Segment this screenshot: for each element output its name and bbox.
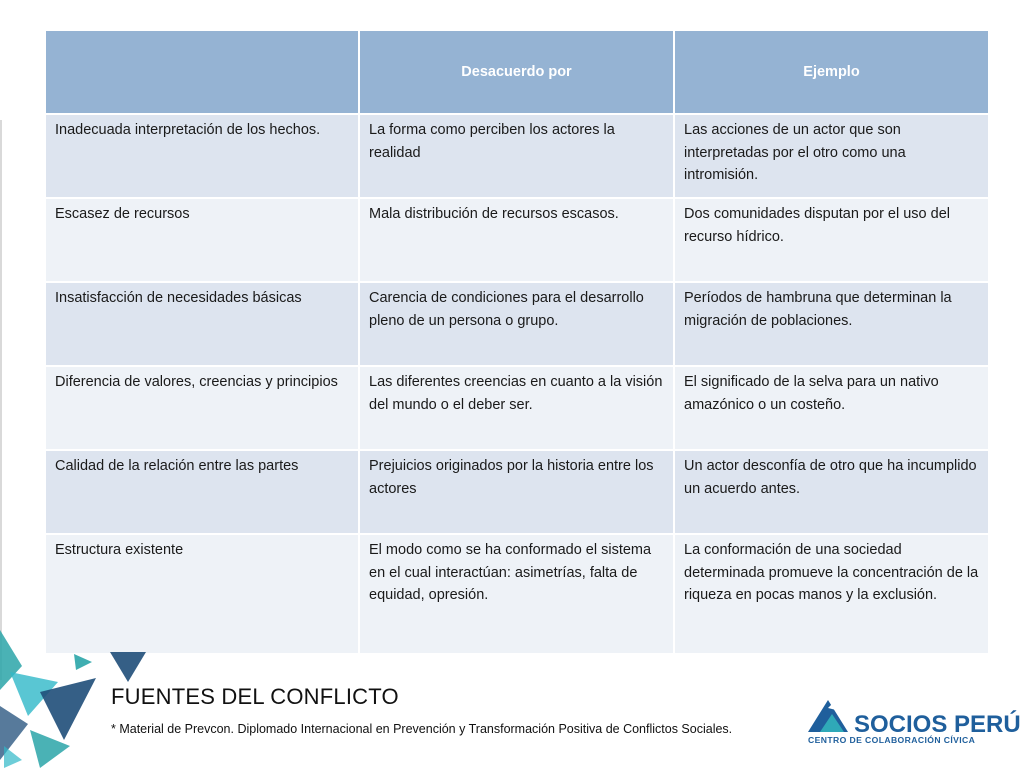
cell-desacuerdo: Mala distribución de recursos escasos. (359, 198, 674, 282)
cell-fuente: Inadecuada interpretación de los hechos. (45, 114, 359, 198)
table-header-row (45, 30, 989, 114)
cell-desacuerdo: Carencia de condiciones para el desarrollo pleno de un persona o grupo. (359, 282, 674, 366)
cell-ejemplo: Períodos de hambruna que determinan la migración de poblaciones. (674, 282, 989, 366)
triangle-shape (74, 654, 92, 670)
conflict-sources-table (44, 29, 990, 655)
logo-name: SOCIOS PERÚ (854, 711, 1021, 738)
header-cell-desacuerdo: Desacuerdo por (359, 30, 674, 114)
logo-mountain-icon (808, 700, 848, 732)
footnote-source: * Material de Prevcon. Diplomado Internacional en Prevención y Transformación Positiva de Conflictos Sociales. (111, 722, 733, 736)
triangle-shape (110, 652, 146, 682)
table-row (45, 198, 989, 282)
cell-ejemplo: Las acciones de un actor que son interpretadas por el otro como una intromisión. (674, 114, 989, 198)
table-row (45, 534, 989, 654)
table-row (45, 450, 989, 534)
triangle-shape (4, 746, 22, 768)
cell-fuente: Diferencia de valores, creencias y principios (45, 366, 359, 450)
cell-fuente: Estructura existente (45, 534, 359, 654)
cell-fuente: Escasez de recursos (45, 198, 359, 282)
cell-desacuerdo: El modo como se ha conformado el sistema en el cual interactúan: asimetrías, falta de equidad, opresión. (359, 534, 674, 654)
cell-fuente: Calidad de la relación entre las partes (45, 450, 359, 534)
cell-ejemplo: El significado de la selva para un nativo amazónico o un costeño. (674, 366, 989, 450)
cell-ejemplo: Dos comunidades disputan por el uso del recurso hídrico. (674, 198, 989, 282)
cell-fuente: Insatisfacción de necesidades básicas (45, 282, 359, 366)
table-row (45, 114, 989, 198)
header-cell-ejemplo: Ejemplo (674, 30, 989, 114)
cell-ejemplo: Un actor desconfía de otro que ha incumplido un acuerdo antes. (674, 450, 989, 534)
cell-ejemplo: La conformación de una sociedad determinada promueve la concentración de la riqueza en pocas manos y la exclusión. (674, 534, 989, 654)
slide-title: FUENTES DEL CONFLICTO (111, 684, 399, 709)
header-cell-blank (45, 30, 359, 114)
cell-desacuerdo: Prejuicios originados por la historia entre los actores (359, 450, 674, 534)
socios-peru-logo (806, 696, 1021, 748)
slide-left-edge (0, 120, 2, 680)
cell-desacuerdo: La forma como perciben los actores la realidad (359, 114, 674, 198)
cell-desacuerdo: Las diferentes creencias en cuanto a la visión del mundo o el deber ser. (359, 366, 674, 450)
logo-tagline: CENTRO DE COLABORACIÓN CÍVICA (808, 735, 976, 745)
table-row (45, 282, 989, 366)
table-row (45, 366, 989, 450)
